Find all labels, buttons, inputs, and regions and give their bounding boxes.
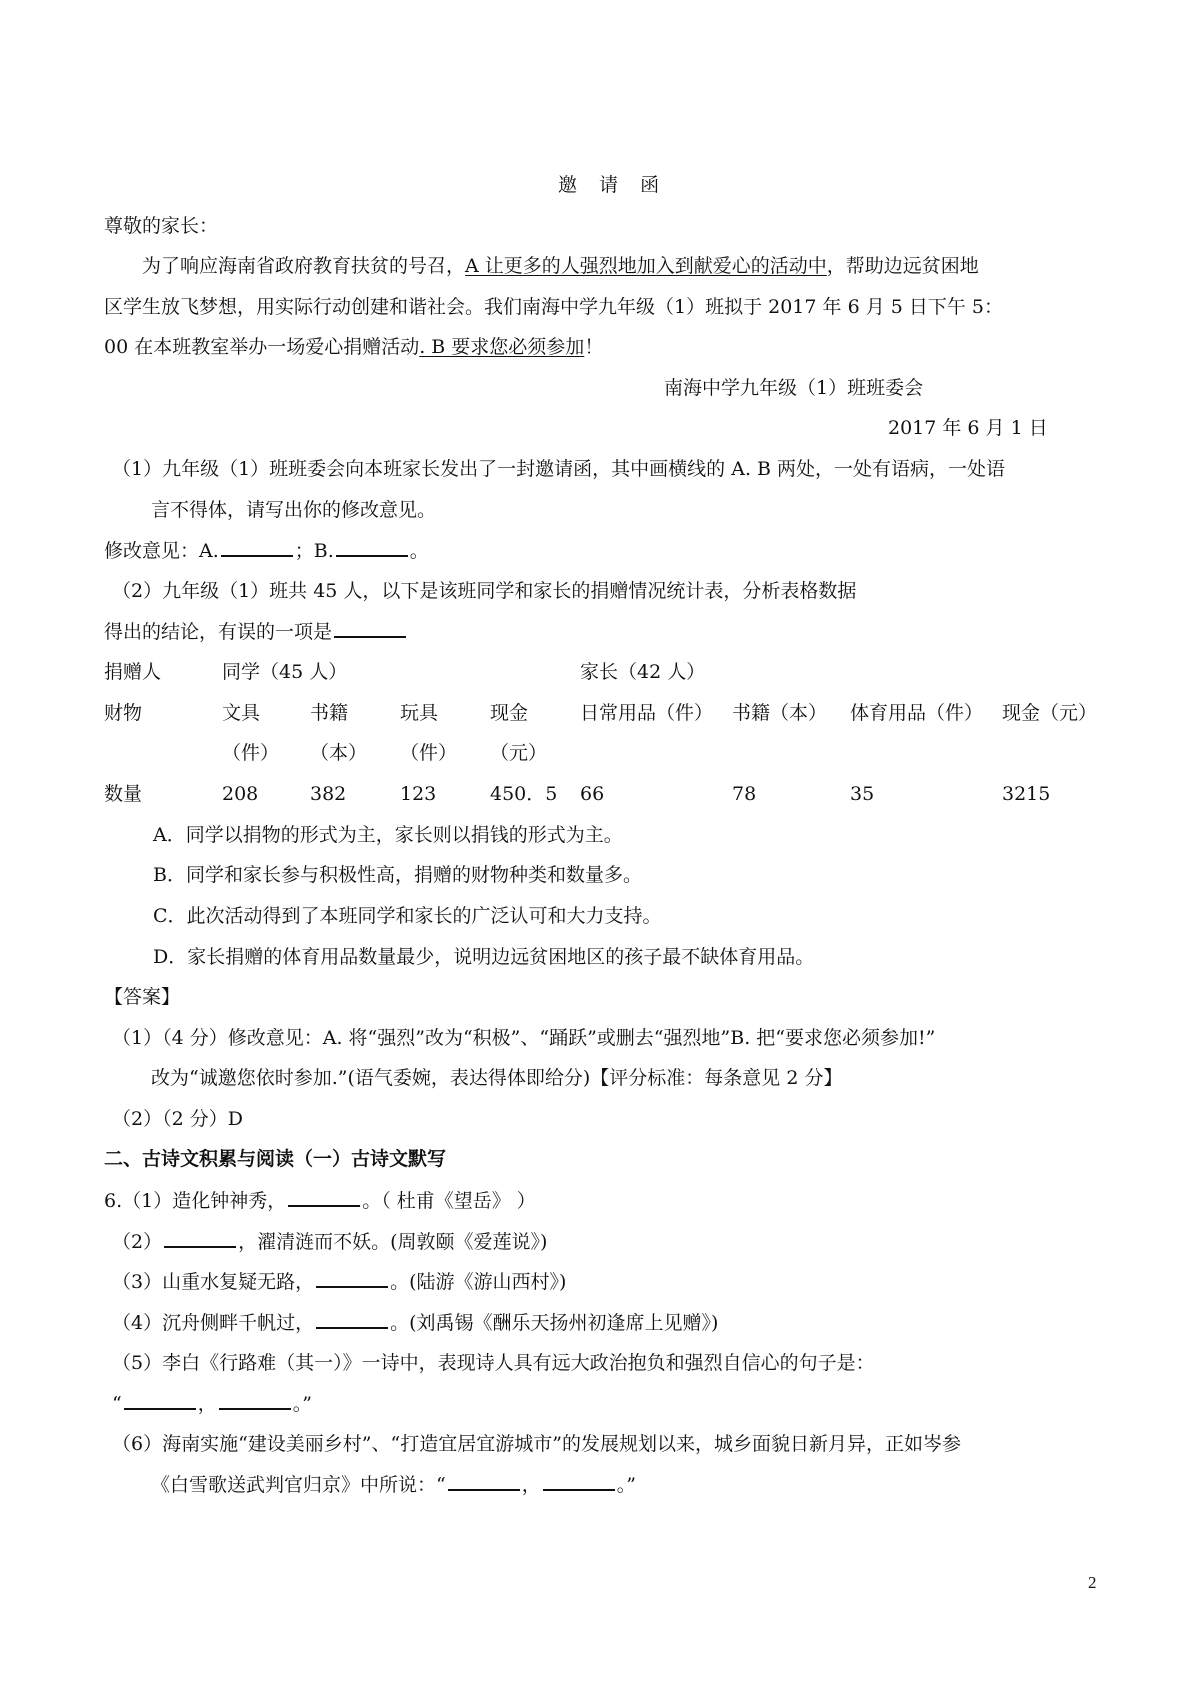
table-cell: 450．5 [490, 783, 558, 805]
option-a: A．同学以捐物的形式为主，家长则以捐钱的形式为主。 [153, 824, 623, 846]
table-cell: 玩具 [400, 702, 439, 724]
table-cell: 捐赠人 [104, 661, 162, 683]
table-cell: 文具 [222, 702, 261, 724]
answer-blank[interactable] [448, 1471, 520, 1491]
table-cell: （件） [400, 742, 458, 764]
table-cell: 书籍 [310, 702, 349, 724]
option-c: C．此次活动得到了本班同学和家长的广泛认可和大力支持。 [153, 905, 662, 927]
q6-1 [104, 1187, 536, 1214]
answer-heading: 【答案】 [104, 986, 181, 1008]
q2-prompt: 得出的结论，有误的一项是 [104, 621, 333, 643]
letter-text: ，帮助边远贫困地 [826, 255, 979, 277]
answer-2: （2）（2 分）D [112, 1108, 243, 1130]
answer-blank[interactable] [164, 1228, 236, 1248]
q1-answer-line [104, 537, 429, 564]
answer-blank[interactable] [221, 537, 293, 557]
answer-blank[interactable] [316, 1309, 388, 1329]
letter-text: ！ [584, 336, 604, 358]
table-cell: 家长（42 人） [580, 661, 706, 683]
table-cell: 数量 [104, 783, 143, 805]
q2-line-1: （2）九年级（1）班共 45 人，以下是该班同学和家长的捐赠情况统计表，分析表格数据 [112, 580, 857, 602]
underlined-phrase-b: . B 要求您必须参加 [419, 336, 585, 358]
answer-1-line-1: （1）（4 分）修改意见：A. 将“强烈”改为“积极”、“踊跃”或删去“强烈地”B. 把“要求您必须参加!” [112, 1027, 936, 1049]
option-d: D．家长捐赠的体育用品数量最少，说明边远贫困地区的孩子最不缺体育用品。 [153, 946, 815, 968]
section-heading: 二、古诗文积累与阅读（一）古诗文默写 [104, 1148, 447, 1170]
answer-blank[interactable] [543, 1471, 615, 1491]
q6-3 [112, 1268, 566, 1295]
table-cell: 日常用品（件） [580, 702, 714, 724]
table-cell: 382 [310, 783, 347, 805]
letter-paragraph-line-1 [142, 253, 979, 279]
q6-text: 。(陆游《游山西村》) [390, 1271, 567, 1293]
table-cell: 208 [222, 783, 259, 805]
table-cell: 123 [400, 783, 437, 805]
q6-text: 。(刘禹锡《酬乐天扬州初逢席上见赠》) [390, 1312, 719, 1334]
table-cell: 现金（元） [1002, 702, 1098, 724]
table-cell: 现金 [490, 702, 529, 724]
q6-text: ， [197, 1393, 217, 1415]
q6-4 [112, 1309, 718, 1336]
q6-text: 6.（1）造化钟神秀， [104, 1190, 287, 1212]
table-cell: （件） [222, 742, 280, 764]
table-cell: 78 [732, 783, 757, 805]
table-cell: （元） [490, 742, 548, 764]
answer-blank[interactable] [219, 1390, 291, 1410]
q6-text: （2） [112, 1231, 163, 1253]
q6-text: 。” [616, 1474, 636, 1496]
q6-text: ，濯清涟而不妖。(周敦颐《爱莲说》) [238, 1231, 548, 1253]
q6-5: （5）李白《行路难（其一）》一诗中，表现诗人具有远大政治抱负和强烈自信心的句子是： [112, 1352, 875, 1374]
q6-text: （3）山重水复疑无路， [112, 1271, 315, 1293]
letter-salutation: 尊敬的家长： [104, 215, 219, 237]
q6-6: （6）海南实施“建设美丽乡村”、“打造宜居宜游城市”的发展规划以来，城乡面貌日新月异，正如岑参 [112, 1433, 961, 1455]
table-cell: 3215 [1002, 783, 1051, 805]
answer-blank[interactable] [288, 1187, 360, 1207]
q1-answer-label: 修改意见：A. [104, 540, 219, 562]
q6-6-answer [151, 1471, 636, 1498]
q6-5-answer [112, 1390, 312, 1417]
q6-text: （4）沉舟侧畔千帆过， [112, 1312, 315, 1334]
q1-answer-end: 。 [409, 540, 429, 562]
page-number: 2 [1088, 1573, 1097, 1592]
q1-line-1: （1）九年级（1）班班委会向本班家长发出了一封邀请函，其中画横线的 A. B 两处，一处有语病，一处语 [112, 458, 1006, 480]
letter-signature: 南海中学九年级（1）班班委会 [664, 377, 924, 399]
underlined-phrase-a: A 让更多的人强烈地加入到献爱心的活动中 [465, 255, 827, 277]
table-cell: 同学（45 人） [222, 661, 348, 683]
table-cell: 体育用品（件） [850, 702, 984, 724]
letter-title: 邀 请 函 [558, 174, 668, 196]
q6-text: 《白雪歌送武判官归京》中所说：“ [151, 1474, 446, 1496]
letter-text: 为了响应海南省政府教育扶贫的号召， [142, 255, 466, 277]
option-b: B．同学和家长参与积极性高，捐赠的财物种类和数量多。 [153, 864, 642, 886]
table-cell: 财物 [104, 702, 143, 724]
letter-date: 2017 年 6 月 1 日 [888, 417, 1048, 439]
table-cell: （本） [310, 742, 368, 764]
answer-blank[interactable] [336, 537, 408, 557]
q1-line-2: 言不得体，请写出你的修改意见。 [151, 499, 437, 521]
q6-2 [112, 1228, 547, 1255]
q6-text: “ [112, 1393, 122, 1415]
q6-text: ， [521, 1474, 541, 1496]
q2-line-2 [104, 618, 408, 645]
table-cell: 66 [580, 783, 605, 805]
table-cell: 书籍（本） [732, 702, 828, 724]
answer-blank[interactable] [334, 618, 406, 638]
answer-1-line-2: 改为“诚邀您依时参加.”(语气委婉，表达得体即给分)【评分标准：每条意见 2 分】 [151, 1067, 843, 1089]
q6-text: 。” [292, 1393, 312, 1415]
letter-paragraph-line-3 [104, 334, 603, 360]
answer-blank[interactable] [316, 1268, 388, 1288]
q1-answer-separator: ；B. [294, 540, 334, 562]
answer-blank[interactable] [124, 1390, 196, 1410]
letter-paragraph-line-2: 区学生放飞梦想，用实际行动创建和谐社会。我们南海中学九年级（1）班拟于 2017 年 6 月 5 日下午 5： [104, 296, 1003, 318]
table-cell: 35 [850, 783, 875, 805]
q6-text: 。（ 杜甫《望岳》 ） [362, 1190, 536, 1212]
letter-text: 00 在本班教室举办一场爱心捐赠活动 [104, 336, 420, 358]
